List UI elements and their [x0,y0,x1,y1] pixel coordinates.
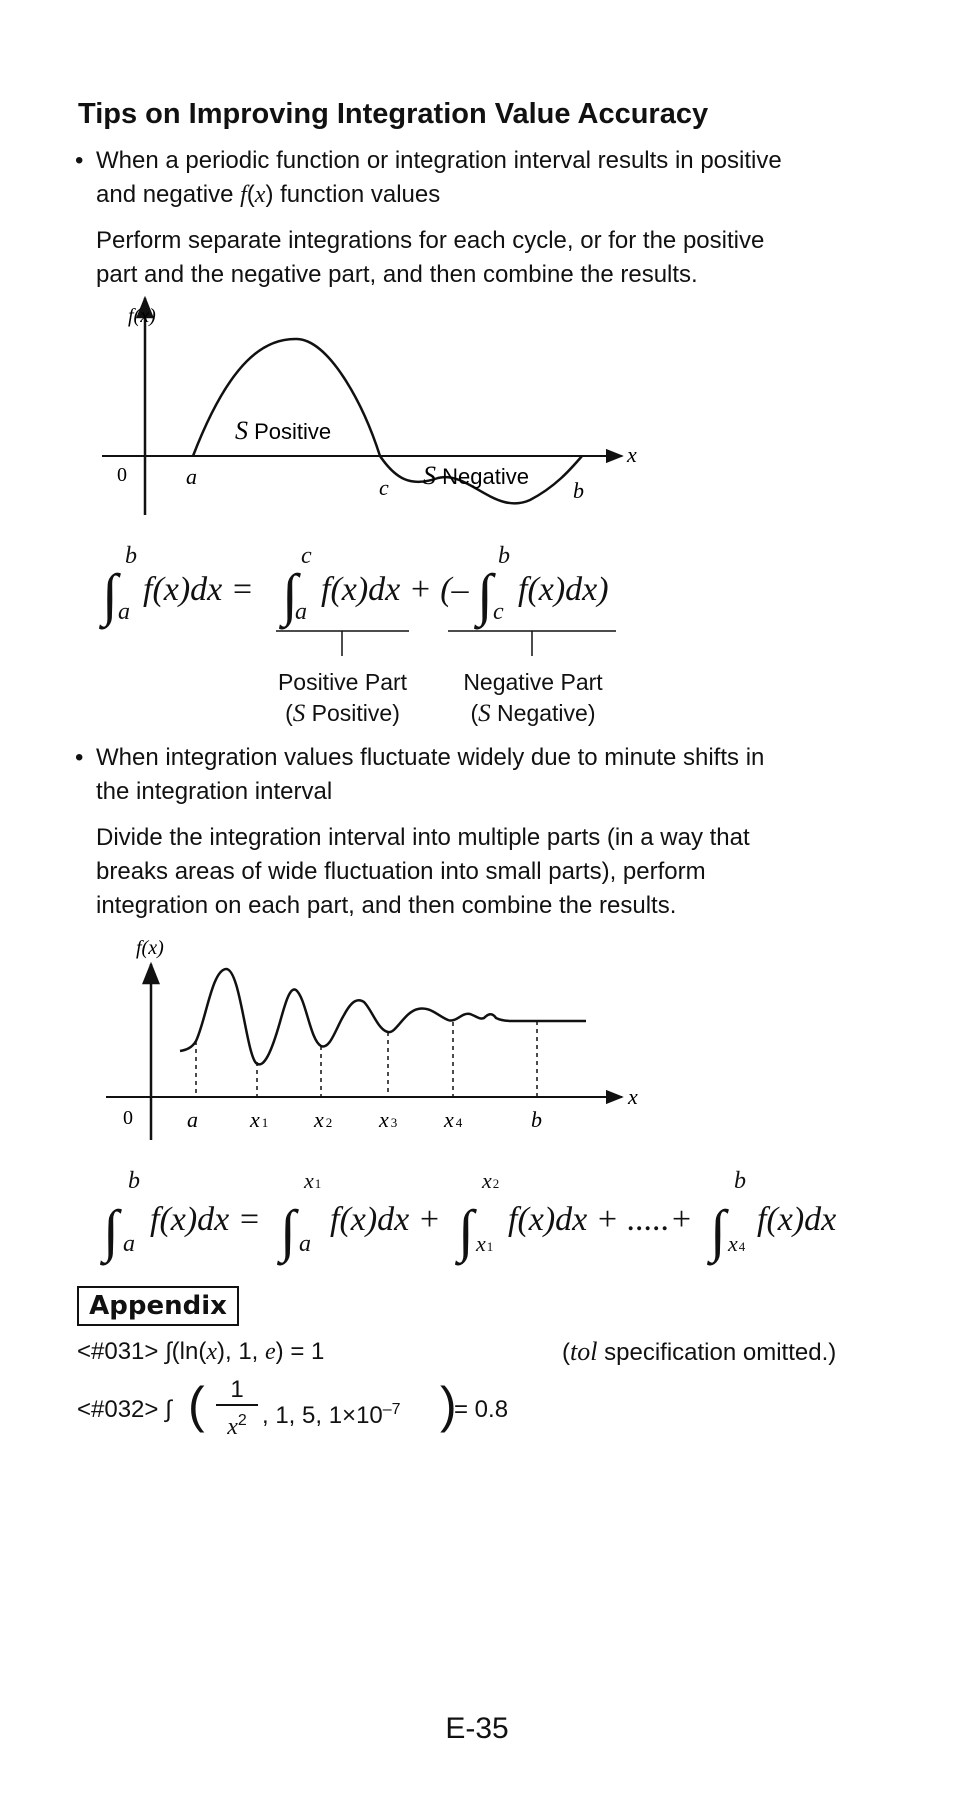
graph1-xlabel: x [627,442,637,467]
eq2-integral-2: ∫ [280,1198,296,1263]
graph2-xlabel: x [628,1084,638,1109]
ex031-mid: ), 1, [216,1338,265,1365]
bullet-1: • [75,147,84,174]
eq1-lower-c: c [493,599,504,625]
ex031-code: <#031> ∫(ln( [77,1338,207,1365]
graph1-negative-text: Negative [436,464,529,489]
eq1-integral-2: ∫ [282,562,298,627]
tip1-body [96,224,878,292]
graph2-label-a: a [187,1107,198,1132]
positive-part-line2 [270,698,415,729]
ex032-numerator: 1 [230,1376,244,1403]
tip2-body-line2: breaks areas of wide fluctuation into small parts), perform [96,858,706,885]
eq2-upper-b: b [128,1168,140,1194]
graph2-label-x4: x 4 [444,1107,463,1132]
eq2-integral-3: ∫ [458,1198,474,1263]
tip1-title-line1: When a periodic function or integration interval results in positive [96,147,782,174]
eq1-upper-b2: b [498,543,510,569]
ex031-x: x [206,1339,217,1365]
eq1-upper-c: c [301,543,312,569]
appendix-example-032 [77,1395,172,1435]
appendix-label: Appendix [77,1286,239,1326]
tip1-title-paren: ( [246,181,255,208]
tip2-body-line3: integration on each part, and then combine the results. [96,892,677,919]
graph2-ylabel: f(x) [136,937,164,959]
graph1-s-positive [235,416,331,445]
graph2-label-x2: x 2 [314,1107,333,1132]
eq1-upper-b: b [125,543,137,569]
ex032-code: <#032> ∫ [77,1396,172,1423]
eq2-i3-lower: x4 [728,1231,746,1256]
graph2-dashed-lines [196,1021,537,1097]
equation-2 [99,1168,836,1266]
negative-part-text: Negative) [490,700,596,726]
eq2-integral-4: ∫ [710,1198,726,1263]
tip2-body [96,821,878,923]
graph2-curve [180,969,586,1064]
eq2-term2: f(x)dx + .....+ [508,1201,693,1238]
eq2-i1-upper: x1 [304,1168,322,1193]
eq2-i3-upper: b [734,1168,746,1194]
eq2-i1-lower: a [299,1231,311,1257]
eq2-i2-upper: x2 [482,1168,500,1193]
positive-part-label [270,667,415,729]
eq2-term1: f(x)dx + [330,1201,441,1238]
eq2-integral-1: ∫ [103,1198,119,1263]
tip1-title [96,144,878,212]
graph1-s-symbol-pos: S [235,416,248,445]
tip2-title-line1: When integration values fluctuate widely due to minute shifts in [96,744,765,771]
eq1-integral-3: ∫ [477,562,493,627]
ex032-exp: –7 [382,1401,401,1418]
positive-part-line1: Positive Part [277,669,408,695]
eq1-lower-a2: a [295,599,307,625]
positive-part-text: Positive) [305,700,400,726]
eq2-lower-a: a [123,1231,135,1257]
eq1-integral-1: ∫ [102,562,118,627]
note-paren: ( [562,1339,570,1366]
graph1-label-a: a [186,464,197,489]
page-number: E-35 [445,1712,509,1745]
graph2-label-x1: x 1 [250,1107,269,1132]
eq2-lhs: f(x)dx = [150,1201,261,1238]
ex032-args-line [262,1395,401,1431]
tip2-title-line2: the integration interval [96,778,333,805]
eq2-term3: f(x)dx [757,1201,837,1238]
appendix-note [562,1337,836,1368]
negative-part-label [448,667,618,729]
graph1-s-negative [423,461,529,490]
eq1-lhs: f(x)dx = [143,571,254,608]
graph1-label-c: c [379,475,389,500]
note-text: specification omitted.) [597,1339,837,1366]
tip1-body-line2: part and the negative part, and then combine the results. [96,261,698,288]
tip1-body-line1: Perform separate integrations for each cycle, or for the positive [96,227,765,254]
section-heading: Tips on Improving Integration Value Accuracy [78,98,709,130]
ex032-den-x: x [227,1414,238,1440]
tip1-title-x: x [254,182,266,208]
ex032-den-exp: 2 [237,1412,247,1429]
negative-part-s: S [478,700,491,727]
tip2-title [96,741,878,809]
eq1-lower-a: a [118,599,130,625]
graph1-ylabel: f(x) [128,305,156,327]
ex032-result: = 0.8 [454,1396,509,1423]
tip1-title-f: f [240,182,247,208]
eq1-term2: f(x)dx) [518,571,609,608]
tip1-title-tail: ) function values [265,181,441,208]
appendix-example-031 [77,1337,324,1367]
graph1-s-symbol-neg: S [423,461,436,490]
positive-part-paren: ( [285,700,293,726]
eq2-i2-lower: x1 [476,1231,494,1256]
graph2-label-b: b [531,1107,542,1132]
ex031-result: ) = 1 [275,1338,325,1365]
negative-part-line2 [448,698,618,729]
graph2-label-x3: x 3 [379,1107,398,1132]
ex032-fraction [216,1376,258,1442]
positive-part-s: S [292,700,306,727]
ex032-close-paren: ) [440,1377,457,1433]
eq1-brackets [276,631,616,656]
equation-1 [98,543,609,630]
graph1-curve [193,339,582,503]
bullet-2: • [75,744,84,771]
negative-part-line1: Negative Part [463,669,603,695]
graph2-origin: 0 [123,1107,133,1129]
ex031-e: e [265,1339,276,1365]
tip1-title-text: and negative [96,181,241,208]
graph1-origin: 0 [117,464,127,486]
ex032-args: , 1, 5, 1×10 [262,1402,383,1429]
negative-part-paren: ( [470,700,479,726]
ex032-open-paren: ( [188,1377,205,1433]
note-tol: tol [570,1337,598,1366]
graph1-positive-text: Positive [248,419,332,444]
graph1-label-b: b [573,478,584,503]
ex032-denominator [216,1404,258,1442]
eq1-term1: f(x)dx + (– [321,571,469,608]
tip2-body-line1: Divide the integration interval into multiple parts (in a way that [96,824,750,851]
tip1-title-line2 [96,178,878,212]
